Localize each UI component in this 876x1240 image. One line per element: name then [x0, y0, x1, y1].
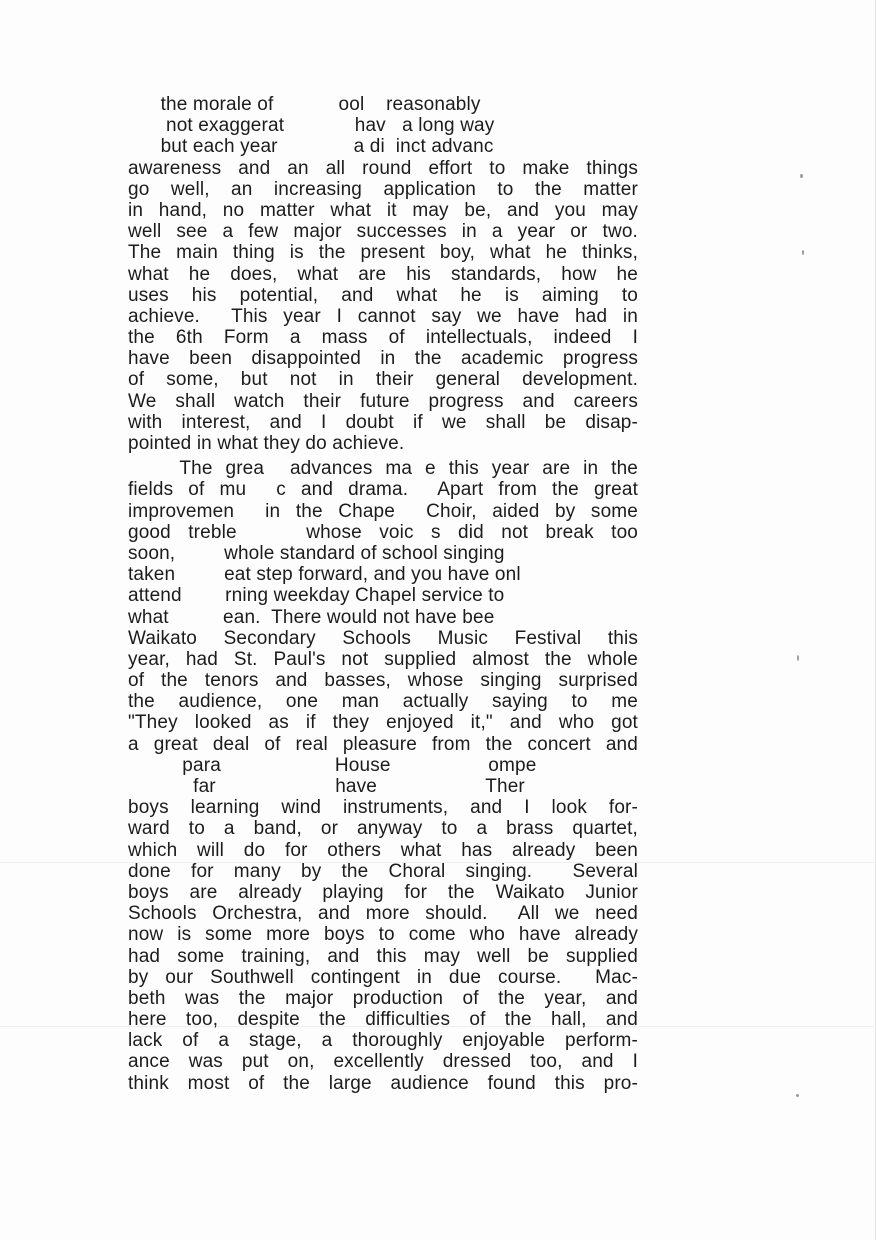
- text-line: achieve. This year I cannot say we have had in: [128, 305, 638, 327]
- text-line: had some training, and this may well be supplied: [128, 945, 638, 967]
- text-line: "They looked as if they enjoyed it," and who got: [128, 712, 638, 734]
- text-line: with interest, and I doubt if we shall be disap-: [128, 411, 638, 433]
- text-line: awareness and an all round effort to make things: [128, 157, 638, 179]
- text-line: what ean. There would not have bee: [128, 606, 495, 628]
- text-line: go well, an increasing application to the matter: [128, 178, 638, 200]
- text-line: think most of the large audience found this pro-: [128, 1072, 638, 1094]
- text-line: para House ompe: [128, 754, 537, 776]
- speck: [800, 174, 803, 178]
- text-line: not exaggerat hav a long way: [128, 115, 495, 137]
- text-line: lack of a stage, a thoroughly enjoyable perform-: [128, 1030, 638, 1052]
- paragraph: [128, 458, 638, 1094]
- body-text: [128, 94, 638, 1094]
- text-line: the 6th Form a mass of intellectuals, indeed I: [128, 327, 638, 349]
- text-line: have been disappointed in the academic progress: [128, 348, 638, 370]
- text-line: by our Southwell contingent in due course. Mac-: [128, 966, 638, 988]
- text-line: in hand, no matter what it may be, and you may: [128, 199, 638, 221]
- text-line: boys learning wind instruments, and I look for-: [128, 797, 638, 819]
- text-line: Schools Orchestra, and more should. All we need: [128, 903, 638, 925]
- text-line: The grea advances ma e this year are in the: [128, 458, 638, 480]
- text-line: We shall watch their future progress and careers: [128, 390, 638, 412]
- text-line: taken eat step forward, and you have onl: [128, 564, 521, 586]
- text-line: year, had St. Paul's not supplied almost the whole: [128, 648, 638, 670]
- speck: [796, 1094, 799, 1097]
- text-line: attend rning weekday Chapel service to: [128, 585, 505, 607]
- text-line: of the tenors and basses, whose singing surprised: [128, 670, 638, 692]
- text-line: ward to a band, or anyway to a brass quartet,: [128, 818, 638, 840]
- text-line: what he does, what are his standards, how he: [128, 263, 638, 285]
- text-line: here too, despite the difficulties of the hall, and: [128, 1009, 638, 1031]
- paragraph: [128, 94, 638, 454]
- text-line: ance was put on, excellently dressed too, and I: [128, 1051, 638, 1073]
- text-line: good treble whose voic s did not break too: [128, 521, 638, 543]
- text-line: boys are already playing for the Waikato Junior: [128, 881, 638, 903]
- text-line: the audience, one man actually saying to me: [128, 691, 638, 713]
- text-line: far have Ther: [128, 776, 525, 797]
- text-line: which will do for others what has already been: [128, 839, 638, 861]
- text-line: of some, but not in their general development.: [128, 369, 638, 391]
- text-line: Waikato Secondary Schools Music Festival this: [128, 627, 638, 649]
- text-line: beth was the major production of the year, and: [128, 987, 638, 1009]
- text-line: a great deal of real pleasure from the concert and: [128, 733, 638, 755]
- text-line: the morale of ool reasonably: [128, 94, 481, 115]
- text-line: soon, whole standard of school singing: [128, 542, 505, 564]
- speck: [802, 250, 804, 255]
- text-line: fields of mu c and drama. Apart from the great: [128, 479, 638, 501]
- text-line: improvemen in the Chape Choir, aided by some: [128, 500, 638, 522]
- text-line: uses his potential, and what he is aiming to: [128, 284, 638, 306]
- text-line: now is some more boys to come who have already: [128, 924, 638, 946]
- text-line: but each year a di inct advanc: [128, 136, 494, 158]
- text-line: pointed in what they do achieve.: [128, 433, 405, 454]
- text-line: The main thing is the present boy, what he thinks,: [128, 242, 638, 264]
- text-line: done for many by the Choral singing. Several: [128, 860, 638, 882]
- text-line: well see a few major successes in a year or two.: [128, 221, 638, 243]
- speck: [797, 655, 799, 661]
